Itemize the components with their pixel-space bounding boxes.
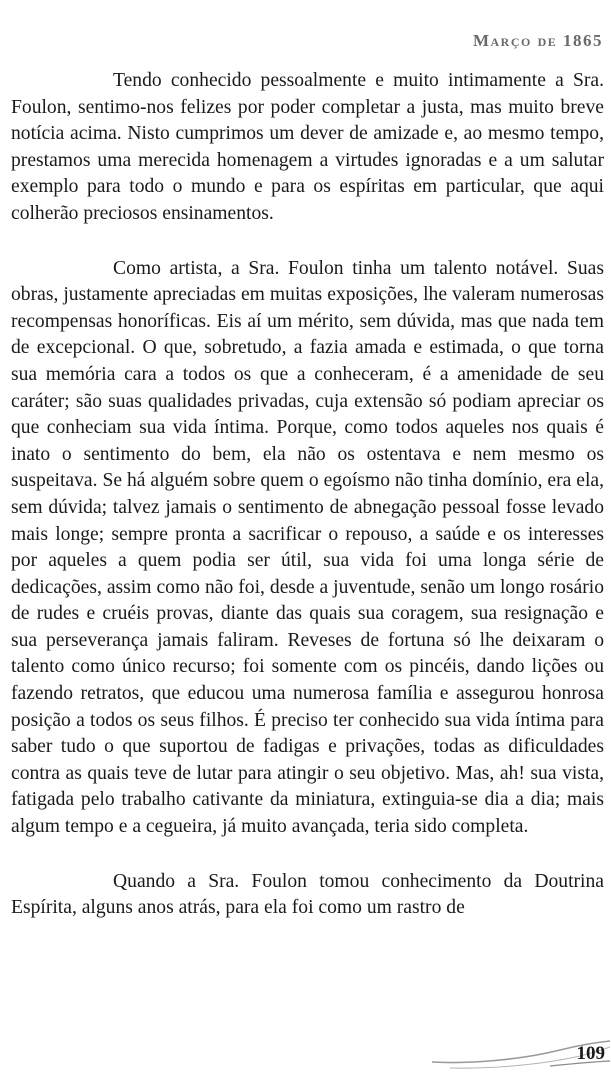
running-header: Março de 1865 <box>472 31 603 50</box>
page-number: 109 <box>576 1043 605 1064</box>
paragraph-2: Como artista, a Sra. Foulon tinha um talento notável. Suas obras, justamente apreciadas em muitas exposições, lhe valeram numerosas recompensas honoríficas. Eis aí um mérito, sem dúvida, mas que nada tem de excepcional. O que, sobretudo, a fazia amada e estimada, o que torna sua memória cara a todos os que a conheceram, é a amenidade de seu caráter; são suas qualidades privadas, cuja extensão só podiam apreciar os que conheciam sua vida íntima. Porque, como todos aqueles nos quais é inato o sentimento do bem, ela não os ostentava e nem mesmo os suspeitava. Se há alguém sobre quem o egoísmo não tinha domínio, era ela, sem dúvida; talvez jamais o sentimento de abnegação pessoal fosse levado mais longe; sempre pronta a sacrificar o repouso, a saúde e os interesses por aqueles a quem podia ser útil, sua vida foi uma longa série de dedicações, assim como não foi, desde a juventude, senão um longo rosário de rudes e cruéis provas, diante das quais sua coragem, sua resignação e sua perseverança jamais faliram. Reveses de fortuna só lhe deixaram o talento como único recurso; foi somente com os pincéis, dando lições ou fazendo retratos, que educou uma numerosa família e assegurou honrosa posição a todos os seus filhos. É preciso ter conhecido sua vida íntima para saber tudo o que suportou de fadigas e privações, todas as dificuldades contra as quais teve de lutar para atingir o seu objetivo. Mas, ah! sua vista, fatigada pelo trabalho cativante da miniatura, extinguia-se dia a dia; mais algum tempo e a cegueira, já muito avançada, teria sido completa. <box>11 257 604 838</box>
page-body <box>11 68 604 922</box>
paragraph-3: Quando a Sra. Foulon tomou conhecimento da Doutrina Espírita, alguns anos atrás, para ela foi como um rastro de <box>11 870 604 919</box>
paragraph-1: Tendo conhecido pessoalmente e muito intimamente a Sra. Foulon, sentimo-nos felizes por poder completar a justa, mas muito breve notícia acima. Nisto cumprimos um dever de amizade e, ao mesmo tempo, prestamos uma merecida homenagem a virtudes ignoradas e a um salutar exemplo para todo o mundo e para os espíritas em particular, que aqui colherão preciosos ensinamentos. <box>11 70 604 224</box>
